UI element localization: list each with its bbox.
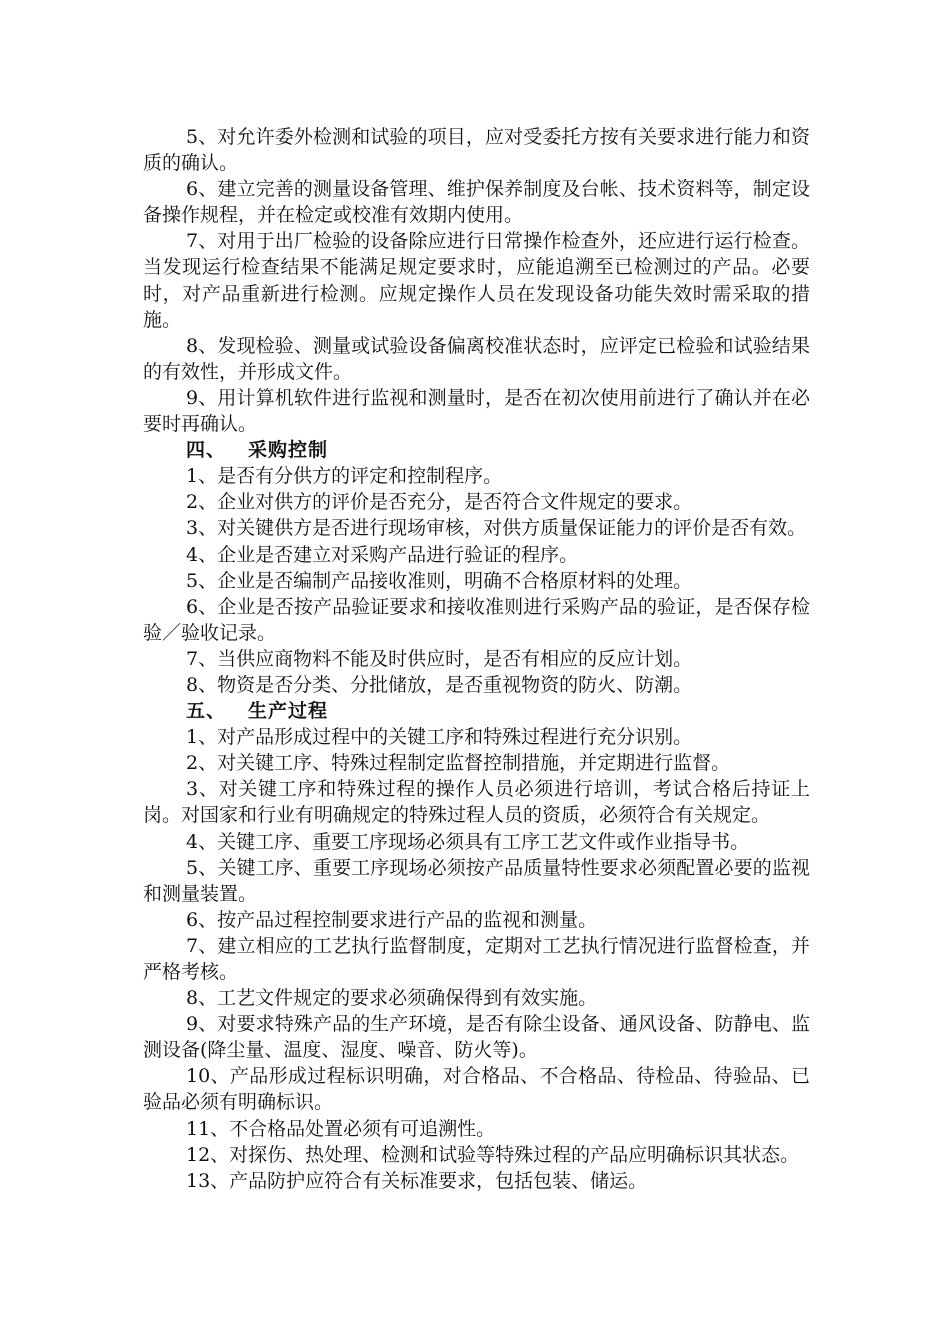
list-item: 10、产品形成过程标识明确，对合格品、不合格品、待检品、待验品、已验品必须有明确标识。 <box>143 1065 810 1114</box>
list-item: 5、企业是否编制产品接收准则，明确不合格原材料的处理。 <box>186 569 693 592</box>
list-item: 13、产品防护应符合有关标准要求，包括包装、储运。 <box>186 1169 648 1192</box>
list-item: 9、用计算机软件进行监视和测量时，是否在初次使用前进行了确认并在必要时再确认。 <box>143 386 810 436</box>
list-item: 6、建立完善的测量设备管理、维护保养制度及台帐、技术资料等，制定设备操作规程，并在检定或校准有效期内使用。 <box>143 178 810 227</box>
list-item: 4、企业是否建立对采购产品进行验证的程序。 <box>186 543 579 566</box>
list-item: 1、是否有分供方的评定和控制程序。 <box>186 465 503 488</box>
list-item: 11、不合格品处置必须有可追溯性。 <box>186 1117 496 1140</box>
list-item: 4、关键工序、重要工序现场必须具有工序工艺文件或作业指导书。 <box>186 830 750 853</box>
list-item: 6、按产品过程控制要求进行产品的监视和测量。 <box>186 908 598 931</box>
list-item: 7、当供应商物料不能及时供应时，是否有相应的反应计划。 <box>186 647 693 670</box>
list-item: 3、对关键供方是否进行现场审核，对供方质量保证能力的评价是否有效。 <box>186 517 807 540</box>
list-item: 6、企业是否按产品验证要求和接收准则进行采购产品的验证，是否保存检验／验收记录。 <box>143 595 810 644</box>
list-item: 5、关键工序、重要工序现场必须按产品质量特性要求必须配置必要的监视和测量装置。 <box>143 856 810 905</box>
list-item: 12、对探伤、热处理、检测和试验等特殊过程的产品应明确标识其状态。 <box>186 1143 800 1166</box>
list-item: 2、企业对供方的评价是否充分，是否符合文件规定的要求。 <box>186 491 693 514</box>
list-item: 7、建立相应的工艺执行监督制度，定期对工艺执行情况进行监督检查，并严格考核。 <box>143 934 810 983</box>
section-heading-procurement <box>143 437 810 463</box>
section-number: 五、 <box>186 700 227 723</box>
list-item: 5、对允许委外检测和试验的项目，应对受委托方按有关要求进行能力和资质的确认。 <box>143 126 810 175</box>
list-item: 8、发现检验、测量或试验设备偏离校准状态时，应评定已检验和试验结果的有效性，并形成文件。 <box>143 334 810 383</box>
list-item: 2、对关键工序、特殊过程制定监督控制措施，并定期进行监督。 <box>186 752 731 775</box>
section-title: 采购控制 <box>248 439 329 462</box>
document-page <box>143 124 810 1194</box>
list-item: 9、对要求特殊产品的生产环境，是否有除尘设备、通风设备、防静电、监测设备(降尘量、温度、湿度、噪音、防火等)。 <box>143 1013 810 1062</box>
section-heading-production <box>143 698 810 724</box>
list-item: 7、对用于出厂检验的设备除应进行日常操作检查外，还应进行运行检查。当发现运行检查结果不能满足规定要求时，应能追溯至已检测过的产品。必要时，对产品重新进行检测。应规定操作人员在发现设备功能失效时需采取的措施。 <box>143 230 810 331</box>
list-item: 3、对关键工序和特殊过程的操作人员必须进行培训，考试合格后持证上岗。对国家和行业有明确规定的特殊过程人员的资质，必须符合有关规定。 <box>143 778 810 827</box>
section-title: 生产过程 <box>248 700 329 723</box>
section-number: 四、 <box>186 439 227 462</box>
list-item: 1、对产品形成过程中的关键工序和特殊过程进行充分识别。 <box>186 726 693 749</box>
list-item: 8、工艺文件规定的要求必须确保得到有效实施。 <box>186 987 598 1010</box>
list-item: 8、物资是否分类、分批储放，是否重视物资的防火、防潮。 <box>186 673 693 696</box>
